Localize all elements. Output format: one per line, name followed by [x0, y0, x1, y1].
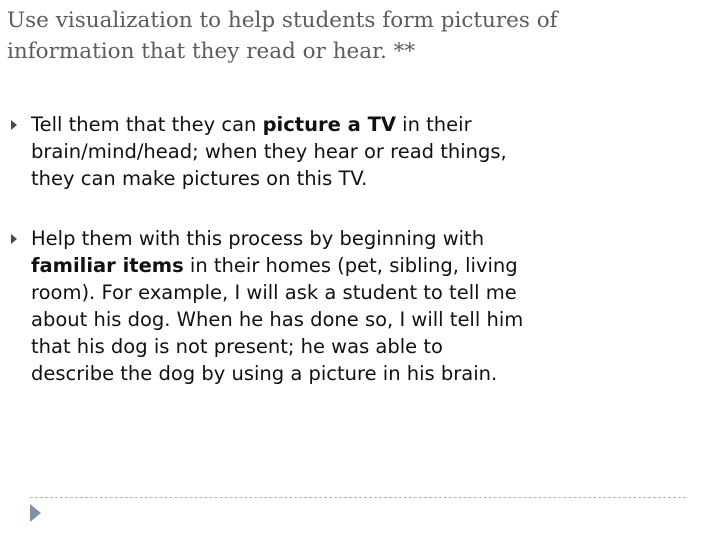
- slide-title-line-2: information that they read or hear. **: [7, 39, 416, 64]
- bullet-text-emphasis: familiar items: [31, 254, 184, 277]
- bullet-text-before: Tell them that they can: [31, 113, 263, 136]
- bullet-text-emphasis: picture a TV: [262, 113, 396, 136]
- triangle-right-icon: [11, 120, 17, 130]
- triangle-right-icon: [11, 234, 17, 244]
- slide-title: [7, 5, 707, 67]
- bullet-text-after: in their brain/mind/head; when they hear or read things, they can make pictures on this TV.: [31, 113, 507, 190]
- bullet-list: [0, 111, 720, 387]
- slide-title-line-1: Use visualization to help students form pictures of: [7, 8, 558, 33]
- bullet-item-picture-tv: [0, 111, 531, 192]
- play-triangle-icon[interactable]: [30, 504, 41, 522]
- footer-divider: [30, 497, 686, 498]
- bullet-item-familiar-items: [0, 225, 531, 387]
- bullet-text-after: in their homes (pet, sibling, living room). For example, I will ask a student to tell me about his dog. When he has done so, I will tell him that his dog is not present; he was able to describe the dog by using a picture in his brain.: [31, 254, 524, 385]
- bullet-text-before: Help them with this process by beginning with: [31, 227, 485, 250]
